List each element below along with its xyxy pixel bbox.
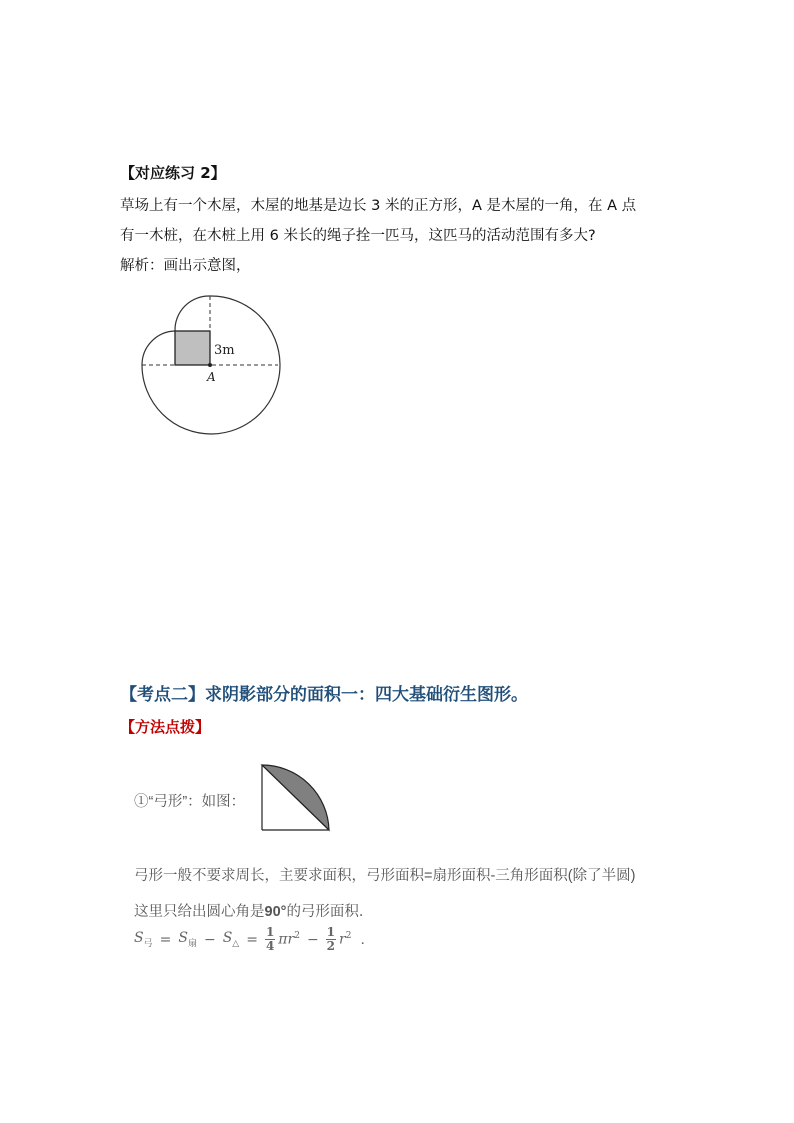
cabin-square (175, 331, 210, 365)
formula-minus-2: − (306, 931, 319, 948)
fraction-1-numerator: 1 (265, 925, 275, 939)
practice-problem-line-2: 有一木桩，在木桩上用 6 米长的绳子拴一匹马，这匹马的活动范围有多大? (120, 228, 596, 244)
practice-problem-line-1: 草场上有一个木屋，木屋的地基是边长 3 米的正方形，A 是木屋的一角，在 A 点 (120, 198, 637, 214)
formula-lhs-sub: 弓 (143, 938, 153, 949)
side-length-label: 3m (214, 343, 235, 358)
fraction-2-numerator: 1 (326, 925, 336, 939)
point-a-dot (208, 363, 212, 367)
practice-heading: 【对应练习 2】 (120, 164, 226, 182)
formula-pi-r: πr (278, 931, 295, 948)
fraction-1-denominator: 4 (265, 939, 275, 953)
bow-shape-diagram (258, 762, 332, 834)
fraction-one-quarter (265, 926, 275, 953)
bow-text-2-after: 的弓形面积． (286, 904, 374, 920)
top-small-arc (175, 296, 210, 331)
formula-triangle-s: S (222, 930, 233, 947)
formula-r: r (339, 931, 346, 948)
bow-caption: ①“弓形”：如图： (134, 794, 246, 810)
formula-triangle (223, 930, 240, 949)
formula-exp-1: 2 (294, 931, 300, 942)
formula-lhs-s: S (134, 930, 144, 947)
formula-eq-2: = (246, 931, 258, 948)
formula-sector-s: S (178, 930, 188, 947)
bow-text-2-before: 这里只给出圆心角是 (134, 904, 265, 920)
formula-minus-1: − (203, 931, 216, 948)
fraction-one-half (326, 926, 336, 953)
formula-eq: = (159, 931, 172, 948)
formula-term-2 (339, 931, 351, 948)
formula-lhs (134, 930, 153, 949)
horse-range-diagram (130, 290, 290, 440)
left-small-arc (142, 331, 175, 365)
formula-sector-sub: 扇 (187, 938, 197, 949)
bow-text-2 (134, 900, 373, 921)
practice-analysis-line: 解析：画出示意图， (120, 258, 251, 274)
formula-end-dot: . (360, 931, 365, 948)
formula-triangle-sub: △ (232, 938, 240, 949)
bow-text-1: 弓形一般不要求周长，主要求面积，弓形面积=扇形面积-三角形面积(除了半圆) (134, 868, 636, 884)
point-a-label: A (207, 370, 216, 384)
formula-exp-2: 2 (345, 931, 352, 942)
bow-text-2-angle: 90° (264, 904, 287, 920)
bow-area-formula (134, 926, 365, 953)
formula-sector (178, 930, 197, 949)
fraction-2-denominator: 2 (326, 939, 336, 953)
section-title: 【考点二】求阴影部分的面积一：四大基础衍生图形。 (120, 685, 528, 705)
formula-term-1 (278, 931, 300, 948)
method-heading: 【方法点拨】 (120, 718, 211, 736)
